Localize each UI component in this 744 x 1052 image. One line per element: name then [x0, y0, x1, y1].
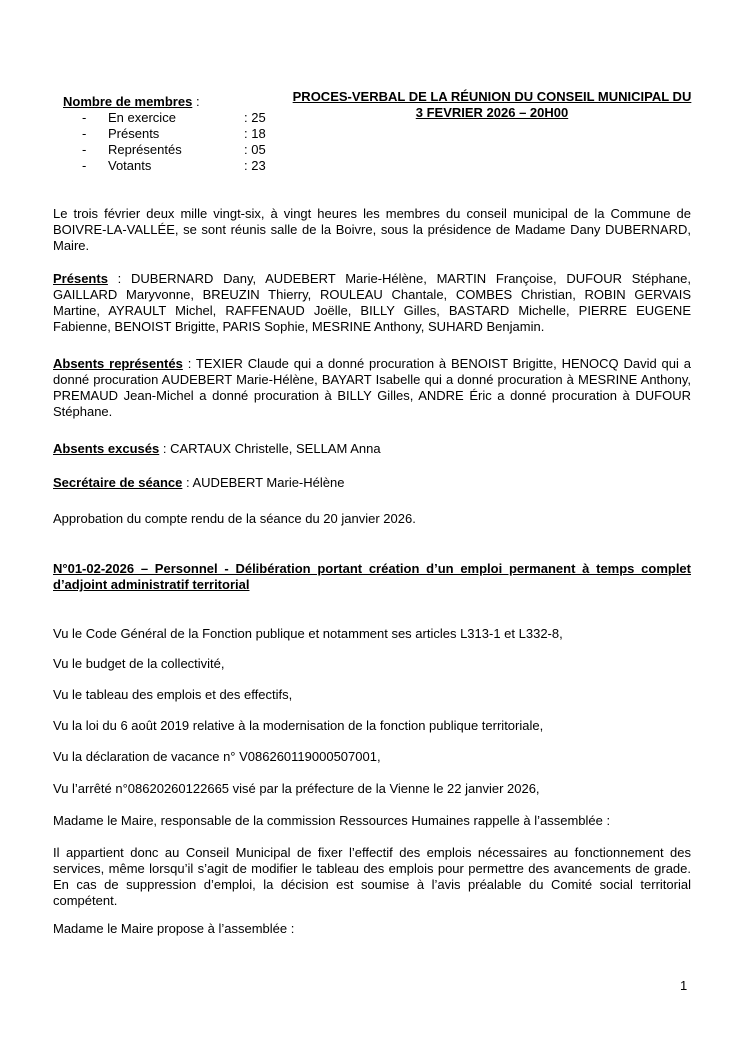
vu-loi-paragraph: Vu la loi du 6 août 2019 relative à la modernisation de la fonction publique territoriale, [53, 718, 544, 733]
secretaire-paragraph [53, 475, 691, 491]
vu-tableau-paragraph: Vu le tableau des emplois et des effectifs, [53, 687, 293, 702]
secretaire-label: Secrétaire de séance [53, 475, 183, 490]
list-dash: - [82, 126, 87, 141]
document-title-line1: PROCES-VERBAL DE LA RÉUNION DU CONSEIL MUNICIPAL DU [292, 89, 692, 104]
members-row-votants [82, 158, 266, 174]
members-count-suffix: : [192, 94, 200, 109]
deliberation-title: N°01-02-2026 – Personnel - Délibération portant création d’un emploi permanent à temps complet d’adjoint administratif territorial [53, 561, 691, 592]
vu-arrete-paragraph: Vu l’arrêté n°08620260122665 visé par la préfecture de la Vienne le 22 janvier 2026, [53, 781, 540, 796]
presents-label: Présents [53, 271, 108, 286]
vu-budget-paragraph: Vu le budget de la collectivité, [53, 656, 225, 671]
presents-text: : DUBERNARD Dany, AUDEBERT Marie-Hélène, MARTIN Françoise, DUFOUR Stéphane, GAILLARD Maryvonne, BREUZIN Thierry, ROULEAU Chantale, COMBES Christian, ROBIN GERVAIS Martine, AYRAULT Michel, RAFFENAUD Joëlle, BILLY Gilles, BASTARD Michelle, PIERRE EUGENE Fabienne, BENOIST Brigitte, PARIS Sophie, MESRINE Anthony, SUHARD Benjamin. [53, 271, 691, 334]
members-row-label: En exercice [108, 110, 176, 125]
members-row-value: : 18 [244, 126, 266, 141]
absents-excuses-text: : CARTAUX Christelle, SELLAM Anna [159, 441, 381, 456]
members-row-presents [82, 126, 266, 142]
absents-excuses-paragraph [53, 441, 691, 457]
members-row-label: Représentés [108, 142, 182, 157]
members-row-exercice [82, 110, 266, 126]
absents-representes-label: Absents représentés [53, 356, 183, 371]
absents-representes-paragraph [53, 356, 691, 420]
members-row-label: Présents [108, 126, 160, 141]
list-dash: - [82, 110, 87, 125]
effectif-paragraph: Il appartient donc au Conseil Municipal de fixer l’effectif des emplois nécessaires au fonctionnement des services, même lorsqu’il s’agit de modifier le tableau des emplois pour permettre des avancements de grade. En cas de suppression d’emploi, la décision est soumise à l’avis préalable du Comité social territorial compétent. [53, 845, 691, 908]
members-count-list [82, 110, 266, 174]
members-count-label: Nombre de membres [63, 94, 193, 109]
members-row-representes [82, 142, 266, 158]
members-row-label: Votants [108, 158, 152, 173]
absents-representes-text: : TEXIER Claude qui a donné procuration à BENOIST Brigitte, HENOCQ David qui a donné procuration AUDEBERT Marie-Hélène, BAYART Isabelle qui a donné procuration à MESRINE Anthony, PREMAUD Jean-Michel a donné procuration à BILLY Gilles, ANDRE Éric a donné procuration à DUFOUR Stéphane. [53, 356, 691, 419]
list-dash: - [82, 158, 87, 173]
members-count-title [63, 94, 200, 110]
absents-excuses-label: Absents excusés [53, 441, 160, 456]
document-title-line2: 3 FEVRIER 2026 – 20H00 [415, 105, 569, 120]
vu-code-paragraph: Vu le Code Général de la Fonction publique et notamment ses articles L313-1 et L332-8, [53, 626, 563, 641]
maire-rappelle-paragraph: Madame le Maire, responsable de la commission Ressources Humaines rappelle à l’assemblée : [53, 813, 611, 828]
document-title [292, 89, 692, 121]
members-row-value: : 05 [244, 142, 266, 157]
list-dash: - [82, 142, 87, 157]
intro-paragraph: Le trois février deux mille vingt-six, à vingt heures les membres du conseil municipal de la Commune de BOIVRE-LA-VALLÉE, se sont réunis salle de la Boivre, sous la présidence de Madame Dany DUBERNARD, Maire. [53, 206, 691, 253]
approbation-paragraph: Approbation du compte rendu de la séance du 20 janvier 2026. [53, 511, 416, 526]
page-number: 1 [680, 978, 688, 993]
presents-paragraph [53, 271, 691, 335]
maire-propose-paragraph: Madame le Maire propose à l’assemblée : [53, 921, 295, 936]
secretaire-text: : AUDEBERT Marie-Hélène [182, 475, 345, 490]
members-row-value: : 23 [244, 158, 266, 173]
members-row-value: : 25 [244, 110, 266, 125]
vu-declaration-paragraph: Vu la déclaration de vacance n° V086260119000507001, [53, 749, 381, 764]
